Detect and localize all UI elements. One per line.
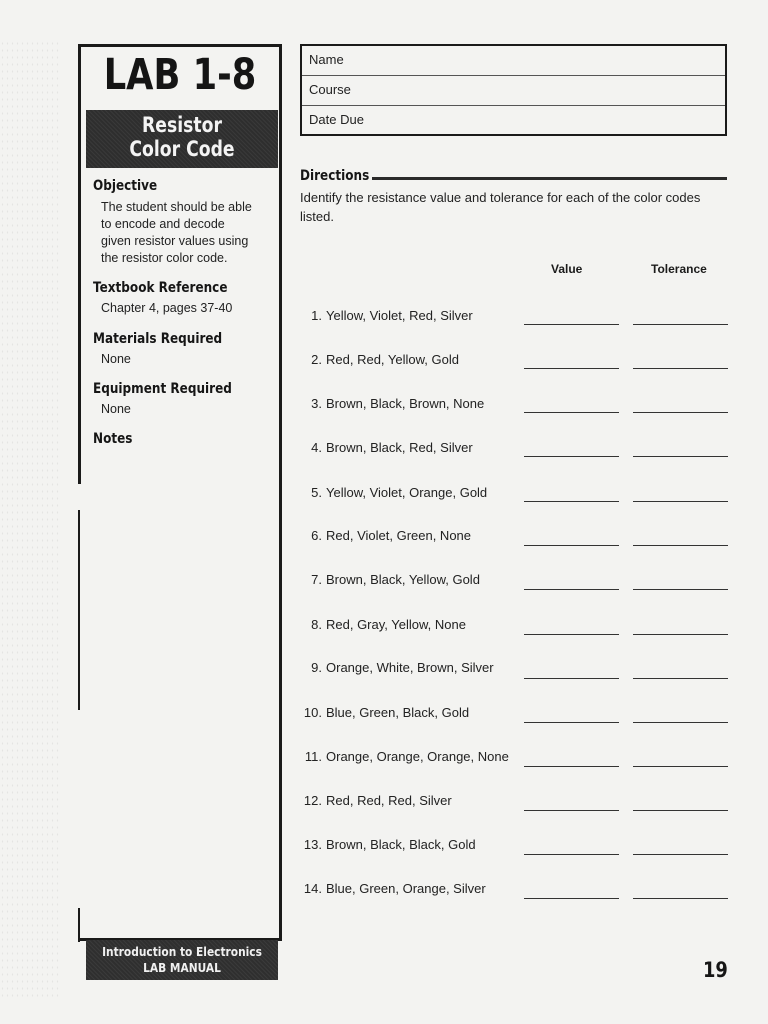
question-item (300, 440, 473, 455)
question-text: Brown, Black, Black, Gold (326, 837, 476, 852)
date-due-field[interactable] (302, 106, 725, 136)
notes-heading: Notes (93, 431, 133, 447)
question-item (300, 352, 459, 367)
sidebar-left-rule (78, 44, 81, 484)
question-text: Red, Violet, Green, None (326, 528, 472, 543)
tolerance-answer-blank[interactable] (633, 854, 728, 855)
objective-line: The student should be able (101, 200, 252, 214)
tolerance-answer-blank[interactable] (633, 678, 728, 679)
question-number: 8. (311, 617, 322, 632)
tolerance-answer-blank[interactable] (633, 456, 728, 457)
value-answer-blank[interactable] (524, 634, 619, 635)
tolerance-answer-blank[interactable] (633, 412, 728, 413)
value-answer-blank[interactable] (524, 456, 619, 457)
materials-required-text: None (101, 352, 131, 366)
name-label: Name (309, 52, 344, 67)
question-text: Blue, Green, Orange, Silver (326, 881, 486, 896)
materials-required-heading: Materials Required (93, 331, 223, 347)
question-text: Red, Red, Yellow, Gold (326, 352, 459, 367)
value-answer-blank[interactable] (524, 501, 619, 502)
sidebar-left-rule (78, 510, 80, 710)
question-item (300, 793, 452, 808)
question-number: 9. (311, 660, 322, 675)
question-number: 10. (303, 705, 322, 720)
question-number: 4. (311, 440, 322, 455)
lab-title-banner (86, 110, 278, 168)
directions-heading: Directions (300, 168, 370, 184)
question-item (300, 837, 476, 852)
equipment-required-text: None (101, 402, 131, 416)
value-answer-blank[interactable] (524, 368, 619, 369)
lab-manual-footer-banner (86, 940, 278, 980)
question-text: Brown, Black, Yellow, Gold (326, 572, 480, 587)
question-item (300, 617, 466, 632)
question-item (300, 396, 484, 411)
tolerance-answer-blank[interactable] (633, 368, 728, 369)
textbook-reference-text: Chapter 4, pages 37-40 (101, 301, 233, 315)
objective-heading: Objective (93, 178, 158, 194)
footer-line: LAB MANUAL (143, 960, 221, 975)
tolerance-answer-blank[interactable] (633, 634, 728, 635)
question-item (300, 705, 469, 720)
footer-line: Introduction to Electronics (102, 944, 262, 959)
student-info-box (300, 44, 727, 136)
value-column-header: Value (551, 262, 583, 276)
question-item (300, 660, 494, 675)
value-answer-blank[interactable] (524, 766, 619, 767)
value-answer-blank[interactable] (524, 810, 619, 811)
question-item (300, 572, 480, 587)
question-text: Blue, Green, Black, Gold (326, 705, 470, 720)
question-text: Orange, White, Brown, Silver (326, 660, 494, 675)
value-answer-blank[interactable] (524, 722, 619, 723)
tolerance-column-header: Tolerance (651, 262, 707, 276)
value-answer-blank[interactable] (524, 412, 619, 413)
textbook-reference-heading: Textbook Reference (93, 280, 228, 296)
value-answer-blank[interactable] (524, 545, 619, 546)
objective-line: to encode and decode (101, 217, 225, 231)
tolerance-answer-blank[interactable] (633, 766, 728, 767)
question-text: Brown, Black, Brown, None (326, 396, 485, 411)
lab-number-title: LAB 1-8 (103, 50, 257, 100)
question-item (300, 308, 473, 323)
tolerance-answer-blank[interactable] (633, 722, 728, 723)
lab-title-line: Resistor (142, 113, 222, 137)
question-number: 7. (311, 572, 322, 587)
value-answer-blank[interactable] (524, 854, 619, 855)
question-number: 13. (303, 837, 322, 852)
value-answer-blank[interactable] (524, 589, 619, 590)
value-answer-blank[interactable] (524, 324, 619, 325)
directions-rule (372, 177, 727, 180)
date-due-label: Date Due (309, 112, 364, 127)
question-number: 12. (303, 793, 322, 808)
sidebar-left-rule (78, 908, 80, 942)
question-number: 6. (311, 528, 322, 543)
objective-line: the resistor color code. (101, 251, 228, 265)
question-item (300, 881, 486, 896)
question-text: Yellow, Violet, Orange, Gold (326, 485, 488, 500)
tolerance-answer-blank[interactable] (633, 898, 728, 899)
tolerance-answer-blank[interactable] (633, 589, 728, 590)
tolerance-answer-blank[interactable] (633, 501, 728, 502)
tolerance-answer-blank[interactable] (633, 810, 728, 811)
question-text: Orange, Orange, Orange, None (326, 749, 509, 764)
question-text: Brown, Black, Red, Silver (326, 440, 473, 455)
scan-speckle (0, 40, 60, 1000)
question-number: 2. (311, 352, 322, 367)
question-item (300, 485, 487, 500)
question-text: Yellow, Violet, Red, Silver (326, 308, 473, 323)
question-item (300, 528, 471, 543)
question-text: Red, Red, Red, Silver (326, 793, 452, 808)
lab-title-line: Color Code (129, 137, 235, 161)
tolerance-answer-blank[interactable] (633, 324, 728, 325)
objective-line: given resistor values using (101, 234, 249, 248)
question-number: 14. (303, 881, 322, 896)
question-number: 5. (311, 485, 322, 500)
equipment-required-heading: Equipment Required (93, 381, 232, 397)
page-number: 19 (703, 958, 728, 982)
question-number: 3. (311, 396, 322, 411)
tolerance-answer-blank[interactable] (633, 545, 728, 546)
value-answer-blank[interactable] (524, 678, 619, 679)
course-label: Course (309, 82, 351, 97)
objective-text (101, 199, 273, 267)
course-field[interactable] (302, 76, 725, 106)
question-text: Red, Gray, Yellow, None (326, 617, 466, 632)
question-number: 1. (311, 308, 322, 323)
directions-text: Identify the resistance value and tolerance for each of the color codes listed. (300, 190, 701, 224)
value-answer-blank[interactable] (524, 898, 619, 899)
name-field[interactable] (302, 46, 725, 76)
question-item (300, 749, 509, 764)
question-number: 11. (304, 749, 322, 764)
